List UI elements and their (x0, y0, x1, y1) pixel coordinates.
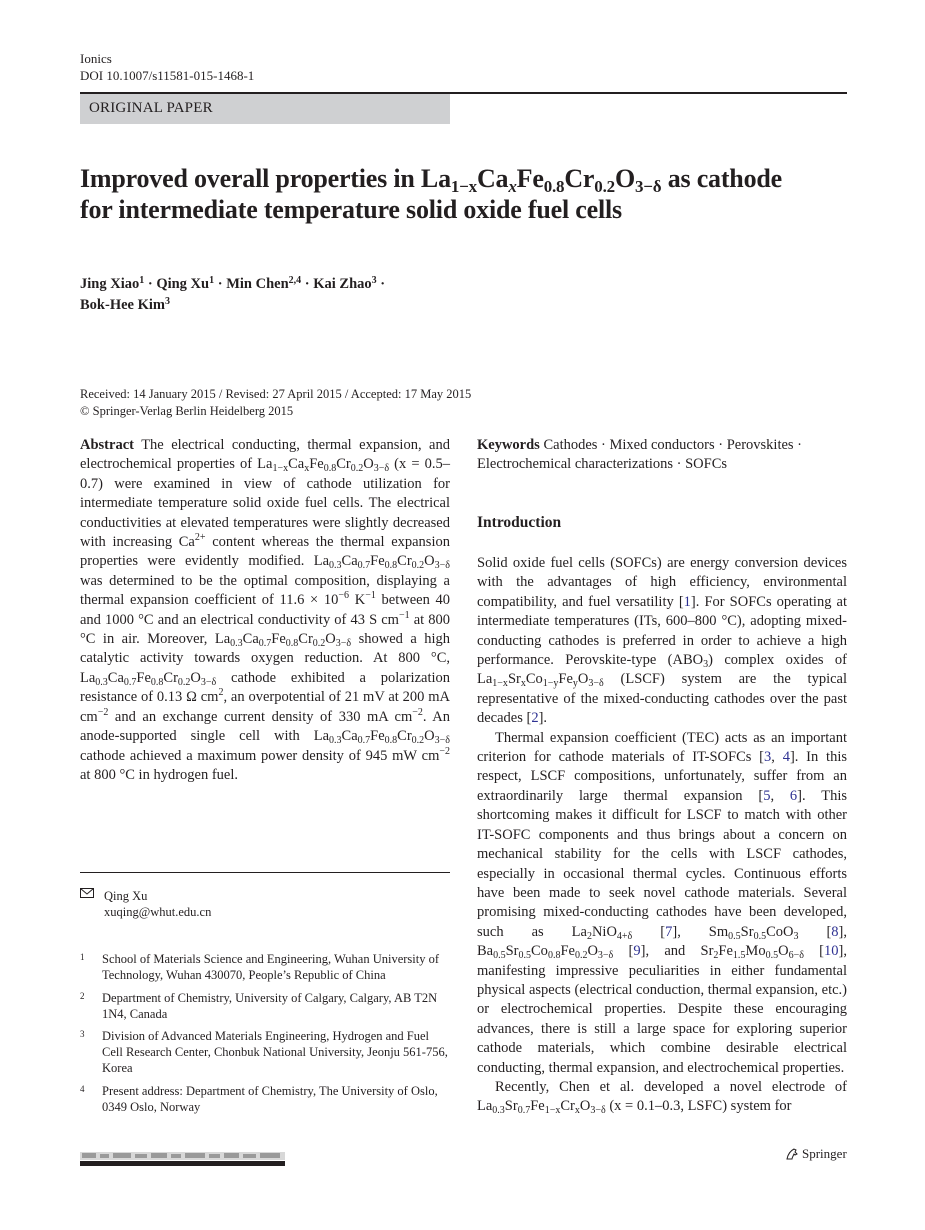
keywords (477, 436, 847, 475)
affiliation-text: Division of Advanced Materials Engineering, Hydrogen and Fuel Cell Research Center, Chonbuk National University, Jeonju 561-756, Korea (102, 1029, 448, 1075)
author-separator: · (301, 276, 314, 292)
section-label: ORIGINAL PAPER (89, 100, 213, 116)
barcode-strip (80, 1152, 285, 1166)
keywords-label: Keywords (477, 437, 540, 453)
intro-paragraph: Solid oxide fuel cells (SOFCs) are energy conversion devices with the advantages of high efficiency, environmental compatibility, and fuel versatility [1]. For SOFCs operating at intermediate temperatures (ITs, 600–800 °C), adopting mixed-conducting cathodes is preferred in order to achieve a high performance. Perovskite-type $(ABO_3)$ complex oxides of $La_{1-x}Sr_xCo_{1-y}Fe_yO_{3-\delta}$ (LSCF) system are the typical representative of the mixed-conducting cathodes over the past decades [2]. (477, 555, 847, 727)
author-separator: · (214, 276, 227, 292)
affiliation-text: School of Materials Science and Engineering, Wuhan University of Technology, Wuhan 430070, People’s Republic of China (102, 952, 440, 982)
title-part: Cr (564, 164, 595, 193)
title-part: Ca (476, 164, 509, 193)
citation-link[interactable]: 5 (763, 787, 771, 804)
publication-dates (80, 386, 680, 420)
title-sub: x (508, 177, 517, 196)
introduction-body (477, 554, 847, 1117)
section-label-bar (80, 94, 450, 124)
journal-header (80, 50, 254, 84)
citation-link[interactable]: 7 (665, 923, 673, 940)
intro-paragraph: Thermal expansion coefficient (TEC) acts as an important criterion for cathode materials of IT-SOFCs [3, 4]. In this respect, LSCF compositions, unfortunately, suffer from an extraordinarily large thermal expansion [5, 6]. This shortcoming makes it difficult for LSCF to match with other IT-SOFC components and thus brings about a concern on mechanical stability for the cells with LSCF cathodes, especially in occasional thermal cycles. Continuous efforts have been made to seek novel cathode materials. Several promising mixed-conducting cathodes have been developed, such as $La_2NiO_{4+\delta}$ [7], $Sm_{0.5}Sr_{0.5}CoO_3$ [8], $Ba_{0.5}Sr_{0.5}Co_{0.8}Fe_{0.2}O_{3-\delta}$ [9], and $Sr_2Fe_{1.5}Mo_{0.5}O_{6-\delta}$ [10], manifesting impressive peculiarities in either fundamental physical aspects (electrical conduction, thermal expansion, etc.) or electrochemical properties. Despite these encouraging advances, there is still a large space for exploring superior cathode materials, which combine desirable electrical conducting, thermal expansion, and electrochemical properties. (477, 729, 848, 1076)
author-list (80, 274, 580, 316)
citation-link[interactable]: 10 (824, 943, 839, 960)
title-sub: 1−x (450, 177, 477, 196)
affiliation-number: 4 (80, 1084, 85, 1094)
envelope-icon (80, 888, 94, 898)
citation-link[interactable]: 6 (789, 787, 798, 804)
corresponding-author: Qing Xu (104, 889, 148, 903)
title-sub: 3−δ (634, 177, 662, 196)
abstract: Abstract The electrical conducting, thermal expansion, and electrochemical properties of $La_{1-x}Ca_xFe_{0.8}Cr_{0.2}O_{3-\delta}$ (x = 0.5–0.7) were examined in view of cathode utilization for intermediate temperature solid oxide fuel cells. The electrical conductivities at elevated temperatures were slightly decreased with increasing $Ca^{2+}$ content whereas the thermal expansion properties were evidently modified. $La_{0.3}Ca_{0.7}Fe_{0.8}Cr_{0.2}O_{3-\delta}$ was determined to be the optimal composition, displaying a thermal expansion coefficient of $11.6 \times 10^{-6}$ $K^{-1}$ between 40 and 1000 °C and an electrical conductivity of 43 S $cm^{-1}$ at 800 °C in air. Moreover, $La_{0.3}Ca_{0.7}Fe_{0.8}Cr_{0.2}O_{3-\delta}$ showed a high catalytic activity towards oxygen reduction. At 800 °C, $La_{0.3}Ca_{0.7}Fe_{0.8}Cr_{0.2}O_{3-\delta}$ cathode exhibited a polarization resistance of 0.13 Ω $cm^2$, an overpotential of 21 mV at 200 mA $cm^{-2}$ and an exchange current density of 330 mA $cm^{-2}$. An anode-supported single cell with $La_{0.3}Ca_{0.7}Fe_{0.8}Cr_{0.2}O_{3-\delta}$ cathode achieved a maximum power density of 945 mW $cm^{-2}$ at 800 °C in hydrogen fuel. (80, 437, 451, 783)
intro-paragraph: Recently, Chen et al. developed a novel electrode of $La_{0.3}Sr_{0.7}Fe_{1-x}Cr_xO_{3-\delta}$ (x = 0.1–0.3, LSFC) system for (477, 1078, 847, 1117)
author[interactable]: Qing Xu$^1$ (156, 275, 215, 292)
journal-name: Ionics (80, 51, 112, 66)
springer-horse-icon (785, 1147, 799, 1161)
publisher-mark (785, 1146, 847, 1162)
doi[interactable]: DOI 10.1007/s11581-015-1468-1 (80, 68, 255, 83)
title-part: Fe (516, 164, 544, 193)
author[interactable]: Bok-Hee Kim$^3$ (80, 296, 170, 313)
title-part: as cathode (661, 164, 782, 193)
author[interactable]: Min Chen$^{2,4}$ (226, 275, 302, 292)
affiliation-number: 2 (80, 991, 85, 1001)
citation-link[interactable]: 9 (633, 943, 641, 960)
affiliation-text: Present address: Department of Chemistry, The University of Oslo, 0349 Oslo, Norway (102, 1084, 438, 1114)
citation-link[interactable]: 1 (683, 593, 691, 610)
affiliation-number: 1 (80, 952, 85, 962)
affiliation-number: 3 (80, 1029, 85, 1039)
citation-link[interactable]: 2 (531, 710, 539, 727)
citation-link[interactable]: 3 (764, 749, 772, 766)
keywords-list: Cathodes · Mixed conductors · Perovskites · Electrochemical characterizations · SOFCs (477, 437, 803, 473)
publisher-name: Springer (802, 1146, 847, 1161)
copyright: © Springer-Verlag Berlin Heidelberg 2015 (80, 404, 294, 418)
footnote-rule (80, 872, 450, 873)
corresponding-email[interactable]: xuqing@whut.edu.cn (104, 905, 212, 919)
author-separator: · (376, 276, 386, 292)
title-sub: 0.8 (543, 177, 565, 196)
introduction-heading: Introduction (477, 514, 562, 531)
citation-link[interactable]: 8 (831, 923, 839, 940)
abstract-label: Abstract (80, 437, 134, 453)
correspondence (80, 888, 450, 920)
affiliation-text: Department of Chemistry, University of Calgary, Calgary, AB T2N 1N4, Canada (102, 991, 438, 1021)
title-sub: 0.2 (594, 177, 615, 196)
paper-title (80, 163, 860, 225)
author[interactable]: Jing Xiao$^1$ (80, 275, 145, 292)
author-separator: · (144, 276, 157, 292)
received-dates: Received: 14 January 2015 / Revised: 27 April 2015 / Accepted: 17 May 2015 (80, 387, 472, 401)
title-line-2: for intermediate temperature solid oxide fuel cells (80, 195, 622, 224)
title-part: O (614, 164, 635, 193)
citation-link[interactable]: 4 (782, 749, 790, 766)
title-part: Improved overall properties in La (80, 164, 451, 193)
author[interactable]: Kai Zhao$^3$ (313, 275, 377, 292)
